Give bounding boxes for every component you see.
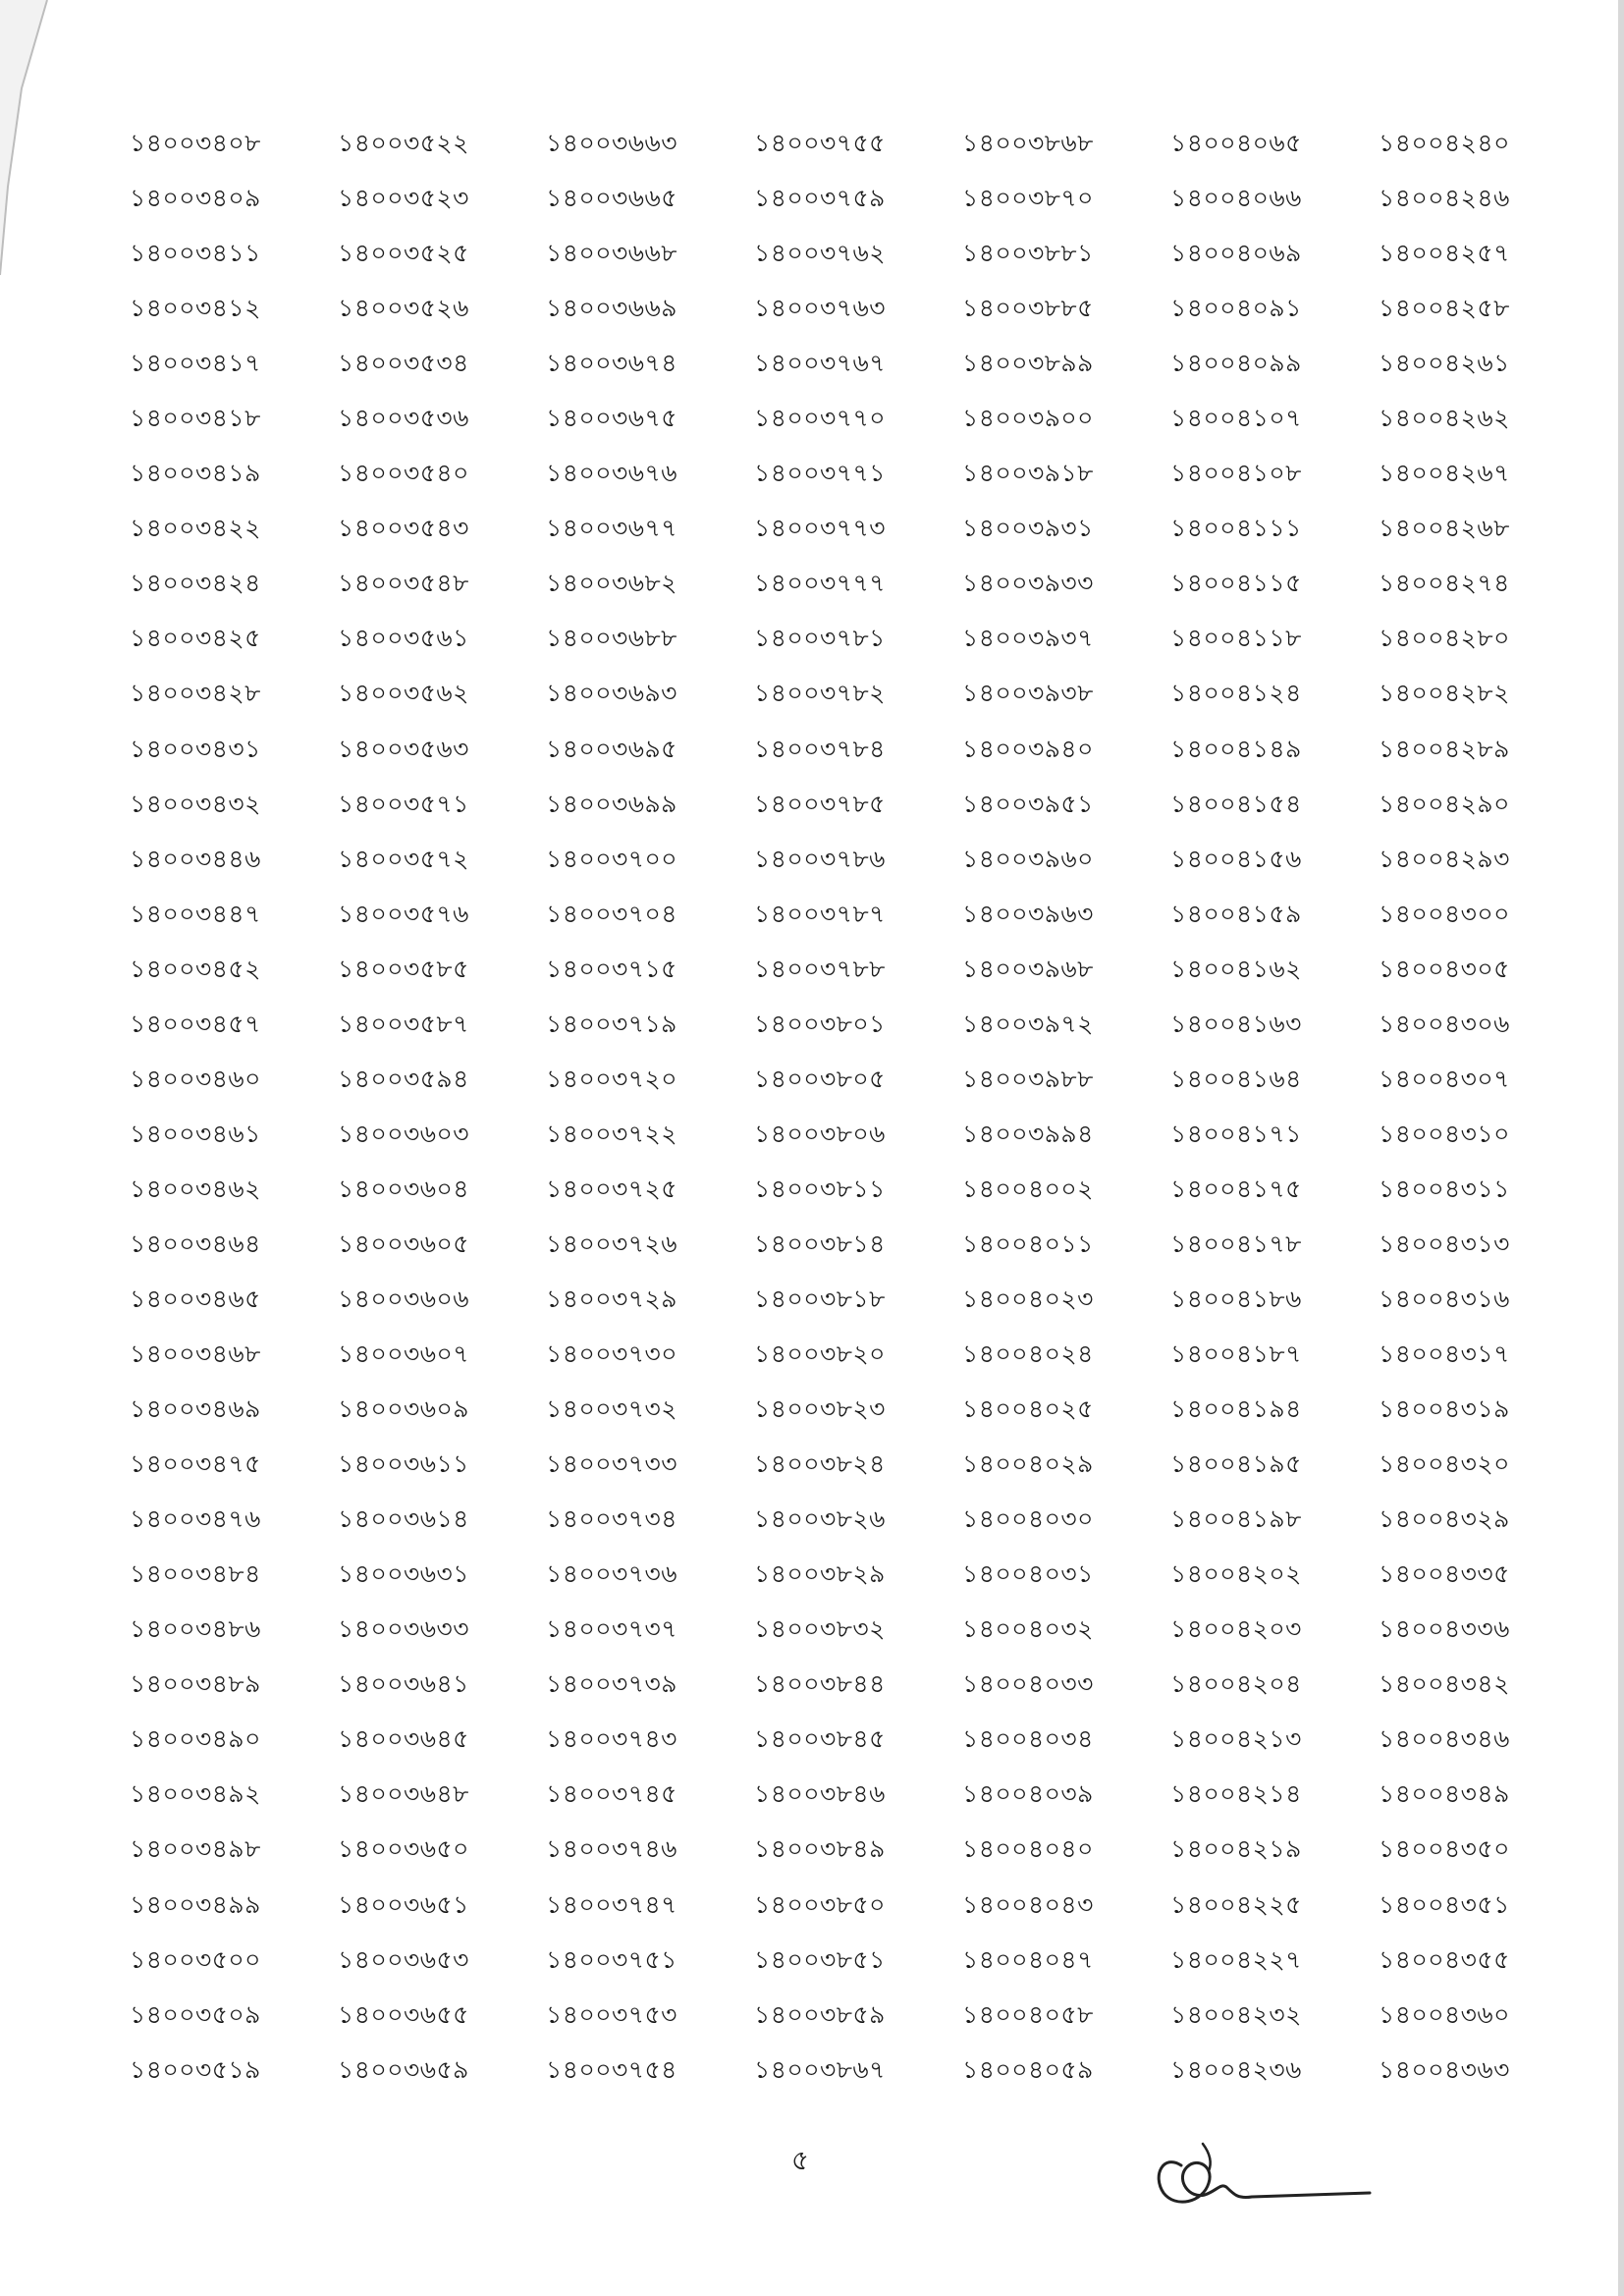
roll-number-cell: ১৪০০৩৪৯২	[130, 1779, 261, 1809]
roll-number-cell: ১৪০০৩৭৭১	[754, 459, 886, 488]
roll-number-cell: ১৪০০৪২৯৩	[1379, 844, 1510, 873]
roll-number-cell: ১৪০০৩৪৬৯	[130, 1394, 261, 1424]
roll-number-cell: ১৪০০৩৯৪০	[962, 734, 1094, 763]
roll-number-cell: ১৪০০৩৬৫০	[338, 1834, 469, 1864]
roll-number-cell: ১৪০০৪৩০৭	[1379, 1064, 1510, 1093]
roll-number-cell: ১৪০০৪১৬২	[1170, 954, 1302, 983]
roll-number-cell: ১৪০০৪০৩৪	[962, 1724, 1094, 1754]
roll-number-cell: ১৪০০৪৩১০	[1379, 1119, 1510, 1148]
roll-number-cell: ১৪০০৩৭৩৭	[546, 1614, 677, 1644]
roll-number-cell: ১৪০০৩৪৮৬	[130, 1614, 261, 1644]
roll-number-cell: ১৪০০৪১৮৬	[1170, 1284, 1302, 1313]
roll-number-cell: ১৪০০৪২৮২	[1379, 679, 1510, 708]
handwritten-signature	[1144, 2126, 1380, 2219]
roll-number-cell: ১৪০০৩৪৬২	[130, 1174, 261, 1203]
roll-number-cell: ১৪০০৪২৮৯	[1379, 734, 1510, 763]
roll-number-cell: ১৪০০৩৭৮৮	[754, 954, 886, 983]
roll-number-cell: ১৪০০৩৭৮১	[754, 624, 886, 653]
roll-number-cell: ১৪০০৩৭১৯	[546, 1009, 677, 1038]
roll-number-cell: ১৪০০৩৭৪৭	[546, 1889, 677, 1919]
roll-number-cell: ১৪০০৪১৯৮	[1170, 1504, 1302, 1534]
roll-number-cell: ১৪০০৩৭৭৭	[754, 569, 886, 598]
roll-number-cell: ১৪০০৩৪৮৯	[130, 1669, 261, 1699]
roll-number-cell: ১৪০০৩৮২৪	[754, 1449, 886, 1479]
roll-number-cell: ১৪০০৩৬৬৫	[546, 184, 677, 213]
roll-number-cell: ১৪০০৩৭০০	[546, 844, 677, 873]
roll-number-cell: ১৪০০৩৪৯৮	[130, 1834, 261, 1864]
roll-number-cell: ১৪০০৩৭৮২	[754, 679, 886, 708]
roll-number-cell: ১৪০০৪০৪০	[962, 1834, 1094, 1864]
roll-number-cell: ১৪০০৩৫৬৩	[338, 734, 469, 763]
roll-number-cell: ১৪০০৩৫৪০	[338, 459, 469, 488]
roll-number-cell: ১৪০০৩৮৬৮	[962, 129, 1094, 157]
roll-number-cell: ১৪০০৩৬৪১	[338, 1669, 469, 1699]
roll-number-cell: ১৪০০৩৯৬০	[962, 844, 1094, 873]
roll-number-cell: ১৪০০৩৬৮৮	[546, 624, 677, 653]
roll-number-cell: ১৪০০৪০২৯	[962, 1449, 1094, 1479]
roll-number-cell: ১৪০০৩৬১১	[338, 1449, 469, 1479]
roll-number-cell: ১৪০০৪১৫৪	[1170, 789, 1302, 818]
roll-number-cell: ১৪০০৩৮৮১	[962, 239, 1094, 268]
roll-number-cell: ১৪০০৪২৪০	[1379, 129, 1510, 157]
roll-number-cell: ১৪০০৩৭৭০	[754, 404, 886, 433]
roll-number-cell: ১৪০০৪৩৫৫	[1379, 1944, 1510, 1974]
roll-number-cell: ১৪০০৩৮৫১	[754, 1944, 886, 1974]
roll-number-cell: ১৪০০৪২০৪	[1170, 1669, 1302, 1699]
roll-number-cell: ১৪০০৩৬৭৬	[546, 459, 677, 488]
roll-number-cell: ১৪০০৩৮৪৬	[754, 1779, 886, 1809]
roll-number-cell: ১৪০০৩৮৬৭	[754, 2054, 886, 2084]
roll-number-cell: ১৪০০৪২৫৭	[1379, 239, 1510, 268]
roll-number-cell: ১৪০০৩৭৬৩	[754, 294, 886, 323]
roll-number-cell: ১৪০০৩৯৫১	[962, 789, 1094, 818]
roll-number-cell: ১৪০০৩৯৩১	[962, 514, 1094, 543]
roll-number-cell: ১৪০০৪২৬১	[1379, 349, 1510, 378]
roll-number-cell: ১৪০০৩৬০৯	[338, 1394, 469, 1424]
roll-number-cell: ১৪০০৩৮৪৯	[754, 1834, 886, 1864]
roll-number-cell: ১৪০০৩৭৩২	[546, 1394, 677, 1424]
roll-number-cell: ১৪০০৩৭৭৩	[754, 514, 886, 543]
roll-number-cell: ১৪০০৩৯৩৮	[962, 679, 1094, 708]
roll-number-cell: ১৪০০৪২৯০	[1379, 789, 1510, 818]
roll-number-cell: ১৪০০৩৯০০	[962, 404, 1094, 433]
roll-number-cell: ১৪০০৩৮১১	[754, 1174, 886, 1203]
roll-number-cell: ১৪০০৪৩৫১	[1379, 1889, 1510, 1919]
roll-number-cell: ১৪০০৩৭২৯	[546, 1284, 677, 1313]
roll-number-cell: ১৪০০৩৬৫৩	[338, 1944, 469, 1974]
roll-number-cell: ১৪০০৪১৬৪	[1170, 1064, 1302, 1093]
roll-number-cell: ১৪০০৪০৪৭	[962, 1944, 1094, 1974]
roll-number-cell: ১৪০০৪৩২০	[1379, 1449, 1510, 1479]
roll-number-cell: ১৪০০৩৪০৯	[130, 184, 261, 213]
roll-number-cell: ১৪০০৩৬৭৫	[546, 404, 677, 433]
roll-number-cell: ১৪০০৪০৯৯	[1170, 349, 1302, 378]
roll-number-cell: ১৪০০৩৫০০	[130, 1944, 261, 1974]
roll-number-cell: ১৪০০৩৬০৩	[338, 1119, 469, 1148]
roll-number-cell: ১৪০০৩৪৩২	[130, 789, 261, 818]
roll-number-cell: ১৪০০৩৫৮৭	[338, 1009, 469, 1038]
roll-number-cell: ১৪০০৩৬৩৩	[338, 1614, 469, 1644]
roll-number-cell: ১৪০০৩৮৪৪	[754, 1669, 886, 1699]
roll-number-cell: ১৪০০৩৪২৫	[130, 624, 261, 653]
roll-number-cell: ১৪০০৪৩১৯	[1379, 1394, 1510, 1424]
roll-number-cell: ১৪০০৪২২৭	[1170, 1944, 1302, 1974]
roll-number-cell: ১৪০০৪৩০৫	[1379, 954, 1510, 983]
roll-number-cell: ১৪০০৩৬৫৯	[338, 2054, 469, 2084]
roll-number-cell: ১৪০০৩৬৫১	[338, 1889, 469, 1919]
roll-number-cell: ১৪০০৩৭২০	[546, 1064, 677, 1093]
roll-number-cell: ১৪০০৩৫৭১	[338, 789, 469, 818]
roll-number-cell: ১৪০০৩৪৫৭	[130, 1009, 261, 1038]
roll-number-table	[130, 116, 1587, 2098]
roll-number-cell: ১৪০০৪২৭৪	[1379, 569, 1510, 598]
roll-number-cell: ১৪০০৪২১৩	[1170, 1724, 1302, 1754]
roll-number-cell: ১৪০০৪১৬৩	[1170, 1009, 1302, 1038]
roll-number-cell: ১৪০০৪০২৫	[962, 1394, 1094, 1424]
roll-number-cell: ১৪০০৩৪৭৬	[130, 1504, 261, 1534]
roll-number-cell: ১৪০০৪২০৩	[1170, 1614, 1302, 1644]
roll-number-cell: ১৪০০৩৪২২	[130, 514, 261, 543]
roll-number-cell: ১৪০০৩৮৫৯	[754, 1999, 886, 2029]
roll-number-cell: ১৪০০৩৭৬২	[754, 239, 886, 268]
roll-number-cell: ১৪০০৩৮২৯	[754, 1559, 886, 1589]
roll-number-cell: ১৪০০৩৫৮৫	[338, 954, 469, 983]
roll-number-cell: ১৪০০৩৫৩৬	[338, 404, 469, 433]
roll-number-cell: ১৪০০৪২৪৬	[1379, 184, 1510, 213]
roll-number-cell: ১৪০০৪২৮০	[1379, 624, 1510, 653]
scan-fold-shadow	[0, 0, 118, 295]
roll-number-cell: ১৪০০৩৫৬২	[338, 679, 469, 708]
roll-number-cell: ১৪০০৪০৩০	[962, 1504, 1094, 1534]
roll-number-cell: ১৪০০৩৮১৮	[754, 1284, 886, 1313]
roll-number-cell: ১৪০০৩৫২৫	[338, 239, 469, 268]
roll-number-cell: ১৪০০৩৭৪৫	[546, 1779, 677, 1809]
roll-number-cell: ১৪০০৩৮৩২	[754, 1614, 886, 1644]
roll-number-cell: ১৪০০৩৭২৬	[546, 1229, 677, 1258]
roll-number-cell: ১৪০০৪০৬৬	[1170, 184, 1302, 213]
roll-number-cell: ১৪০০৪০০২	[962, 1174, 1094, 1203]
roll-number-cell: ১৪০০৪০৩২	[962, 1614, 1094, 1644]
roll-number-cell: ১৪০০৩৭৩৪	[546, 1504, 677, 1534]
roll-number-cell: ১৪০০৩৭৩৬	[546, 1559, 677, 1589]
roll-number-cell: ১৪০০৪৩১৭	[1379, 1339, 1510, 1369]
roll-number-cell: ১৪০০৩৮০১	[754, 1009, 886, 1038]
roll-number-cell: ১৪০০৩৪১১	[130, 239, 261, 268]
roll-number-cell: ১৪০০৩৭৪৩	[546, 1724, 677, 1754]
page-number: ৫	[790, 2144, 810, 2176]
roll-number-cell: ১৪০০৩৭৫৪	[546, 2054, 677, 2084]
roll-number-cell: ১৪০০৪১৪৯	[1170, 734, 1302, 763]
roll-number-cell: ১৪০০৩৮১৪	[754, 1229, 886, 1258]
roll-number-cell: ১৪০০৩৪৪৭	[130, 899, 261, 928]
roll-number-cell: ১৪০০৩৯৬৮	[962, 954, 1094, 983]
roll-number-cell: ১৪০০৪৩৪২	[1379, 1669, 1510, 1699]
roll-number-cell: ১৪০০৪১৯৪	[1170, 1394, 1302, 1424]
roll-number-cell: ১৪০০৪০২৪	[962, 1339, 1094, 1369]
roll-number-cell: ১৪০০৩৪১৯	[130, 459, 261, 488]
roll-number-cell: ১৪০০৩৪০৮	[130, 129, 261, 157]
roll-number-cell: ১৪০০৪২৩২	[1170, 1999, 1302, 2029]
roll-number-cell: ১৪০০৪০৩৯	[962, 1779, 1094, 1809]
roll-number-cell: ১৪০০৪১৭১	[1170, 1119, 1302, 1148]
roll-number-cell: ১৪০০৩৮০৫	[754, 1064, 886, 1093]
roll-number-cell: ১৪০০৩৭৩৩	[546, 1449, 677, 1479]
roll-number-cell: ১৪০০৪১১৫	[1170, 569, 1302, 598]
roll-number-cell: ১৪০০৩৯৮৮	[962, 1064, 1094, 1093]
roll-number-cell: ১৪০০৩৭৮৭	[754, 899, 886, 928]
roll-number-cell: ১৪০০৩৬৮২	[546, 569, 677, 598]
roll-number-cell: ১৪০০৩৯৭২	[962, 1009, 1094, 1038]
roll-number-cell: ১৪০০৩৭৮৬	[754, 844, 886, 873]
roll-number-cell: ১৪০০৩৬৬৩	[546, 129, 677, 157]
roll-number-cell: ১৪০০৪১৭৮	[1170, 1229, 1302, 1258]
roll-number-cell: ১৪০০৩৪৭৫	[130, 1449, 261, 1479]
roll-number-cell: ১৪০০৪০৪৩	[962, 1889, 1094, 1919]
roll-number-cell: ১৪০০৩৯৩৭	[962, 624, 1094, 653]
roll-number-cell: ১৪০০৩৪৪৬	[130, 844, 261, 873]
roll-number-cell: ১৪০০৪৩১৬	[1379, 1284, 1510, 1313]
roll-number-cell: ১৪০০৩৫৩৪	[338, 349, 469, 378]
roll-number-cell: ১৪০০৪২৬৮	[1379, 514, 1510, 543]
roll-number-cell: ১৪০০৩৪১৮	[130, 404, 261, 433]
roll-number-cell: ১৪০০৪২৫৮	[1379, 294, 1510, 323]
roll-number-cell: ১৪০০৩৪৩১	[130, 734, 261, 763]
roll-number-cell: ১৪০০৪০৩৩	[962, 1669, 1094, 1699]
roll-number-cell: ১৪০০৪৩৩৬	[1379, 1614, 1510, 1644]
roll-number-cell: ১৪০০৩৫২২	[338, 129, 469, 157]
roll-number-cell: ১৪০০৩৪৮৪	[130, 1559, 261, 1589]
roll-number-cell: ১৪০০৩৮৫০	[754, 1889, 886, 1919]
roll-number-cell: ১৪০০৪৩৬৩	[1379, 2054, 1510, 2084]
roll-number-cell: ১৪০০৪২৬৭	[1379, 459, 1510, 488]
roll-number-cell: ১৪০০৪১৫৯	[1170, 899, 1302, 928]
roll-number-cell: ১৪০০৩৪৫২	[130, 954, 261, 983]
roll-number-cell: ১৪০০৪৩১৩	[1379, 1229, 1510, 1258]
roll-number-cell: ১৪০০৪১১৮	[1170, 624, 1302, 653]
roll-number-cell: ১৪০০৩৭৪৬	[546, 1834, 677, 1864]
roll-number-cell: ১৪০০৪২২৫	[1170, 1889, 1302, 1919]
roll-number-cell: ১৪০০৪০৫৯	[962, 2054, 1094, 2084]
roll-number-cell: ১৪০০৩৫২৩	[338, 184, 469, 213]
roll-number-cell: ১৪০০৩৪৯০	[130, 1724, 261, 1754]
roll-number-cell: ১৪০০৩৫৭২	[338, 844, 469, 873]
scan-right-border	[1618, 0, 1624, 2296]
roll-number-cell: ১৪০০৪২১৯	[1170, 1834, 1302, 1864]
roll-number-cell: ১৪০০৩৫৬১	[338, 624, 469, 653]
roll-number-cell: ১৪০০৩৭৫৫	[754, 129, 886, 157]
roll-number-cell: ১৪০০৪২০২	[1170, 1559, 1302, 1589]
roll-number-cell: ১৪০০৩৬৭৪	[546, 349, 677, 378]
roll-number-cell: ১৪০০৪০৬৯	[1170, 239, 1302, 268]
roll-number-cell: ১৪০০৩৯৩৩	[962, 569, 1094, 598]
roll-number-cell: ১৪০০৩৫২৬	[338, 294, 469, 323]
roll-number-cell: ১৪০০৩৬০৫	[338, 1229, 469, 1258]
roll-number-cell: ১৪০০৩৫৯৪	[338, 1064, 469, 1093]
roll-number-cell: ১৪০০৪২৬২	[1379, 404, 1510, 433]
roll-number-cell: ১৪০০৪৩০০	[1379, 899, 1510, 928]
roll-number-cell: ১৪০০৩৪১৭	[130, 349, 261, 378]
roll-number-cell: ১৪০০৩৬৬৯	[546, 294, 677, 323]
roll-number-cell: ১৪০০৪৩৩৫	[1379, 1559, 1510, 1589]
roll-number-cell: ১৪০০৩৯৯৪	[962, 1119, 1094, 1148]
roll-number-cell: ১৪০০৪১৮৭	[1170, 1339, 1302, 1369]
roll-number-cell: ১৪০০৩৭৫৯	[754, 184, 886, 213]
roll-number-cell: ১৪০০৩৪২৮	[130, 679, 261, 708]
roll-number-cell: ১৪০০৩৪৬৮	[130, 1339, 261, 1369]
roll-number-cell: ১৪০০৩৬৯৩	[546, 679, 677, 708]
roll-number-cell: ১৪০০৩৮৯৯	[962, 349, 1094, 378]
roll-number-cell: ১৪০০৪৩১১	[1379, 1174, 1510, 1203]
roll-number-cell: ১৪০০৩৪৬৪	[130, 1229, 261, 1258]
roll-number-cell: ১৪০০৪৩৬০	[1379, 1999, 1510, 2029]
roll-number-cell: ১৪০০৩৮০৬	[754, 1119, 886, 1148]
roll-number-cell: ১৪০০৩৬৪৮	[338, 1779, 469, 1809]
roll-number-cell: ১৪০০৪১০৭	[1170, 404, 1302, 433]
roll-number-cell: ১৪০০৩৭২৫	[546, 1174, 677, 1203]
roll-number-cell: ১৪০০৩৮২০	[754, 1339, 886, 1369]
roll-number-cell: ১৪০০৩৭৩০	[546, 1339, 677, 1369]
roll-number-cell: ১৪০০৩৮৭০	[962, 184, 1094, 213]
roll-number-cell: ১৪০০৪৩৫০	[1379, 1834, 1510, 1864]
roll-number-cell: ১৪০০৩৭৮৫	[754, 789, 886, 818]
roll-number-cell: ১৪০০৪০৯১	[1170, 294, 1302, 323]
roll-number-cell: ১৪০০৩৪৯৯	[130, 1889, 261, 1919]
roll-number-cell: ১৪০০৩৭৫৩	[546, 1999, 677, 2029]
roll-number-cell: ১৪০০৪০২৩	[962, 1284, 1094, 1313]
roll-number-cell: ১৪০০৪৩০৬	[1379, 1009, 1510, 1038]
roll-number-cell: ১৪০০৪১৫৬	[1170, 844, 1302, 873]
roll-number-cell: ১৪০০৩৬০৪	[338, 1174, 469, 1203]
roll-number-cell: ১৪০০৩৪৬১	[130, 1119, 261, 1148]
roll-number-cell: ১৪০০৪১২৪	[1170, 679, 1302, 708]
roll-number-cell: ১৪০০৩৯৬৩	[962, 899, 1094, 928]
roll-number-cell: ১৪০০৩৮২৬	[754, 1504, 886, 1534]
roll-number-cell: ১৪০০৪১৭৫	[1170, 1174, 1302, 1203]
roll-number-cell: ১৪০০৪১৯৫	[1170, 1449, 1302, 1479]
roll-number-cell: ১৪০০৩৬৯৯	[546, 789, 677, 818]
roll-number-cell: ১৪০০৩৪২৪	[130, 569, 261, 598]
roll-number-cell: ১৪০০৩৪৬০	[130, 1064, 261, 1093]
roll-number-cell: ১৪০০৩৬৫৫	[338, 1999, 469, 2029]
roll-number-cell: ১৪০০৪৩২৯	[1379, 1504, 1510, 1534]
roll-number-cell: ১৪০০৩৭০৪	[546, 899, 677, 928]
roll-number-cell: ১৪০০৩৬৯৫	[546, 734, 677, 763]
roll-number-cell: ১৪০০৩৮৮৫	[962, 294, 1094, 323]
roll-number-cell: ১৪০০৪১১১	[1170, 514, 1302, 543]
roll-number-cell: ১৪০০৩৫০৯	[130, 1999, 261, 2029]
roll-number-cell: ১৪০০৩৬৩১	[338, 1559, 469, 1589]
roll-number-cell: ১৪০০৪০৩১	[962, 1559, 1094, 1589]
roll-number-cell: ১৪০০৪৩৪৬	[1379, 1724, 1510, 1754]
roll-number-cell: ১৪০০৩৭৬৭	[754, 349, 886, 378]
roll-number-cell: ১৪০০৪০৬৫	[1170, 129, 1302, 157]
roll-number-cell: ১৪০০৩৮৪৫	[754, 1724, 886, 1754]
roll-number-cell: ১৪০০৪১০৮	[1170, 459, 1302, 488]
roll-number-cell: ১৪০০৩৬০৬	[338, 1284, 469, 1313]
roll-number-cell: ১৪০০৪৩৪৯	[1379, 1779, 1510, 1809]
roll-number-cell: ১৪০০৩৭২২	[546, 1119, 677, 1148]
roll-number-cell: ১৪০০৩৭১৫	[546, 954, 677, 983]
roll-number-cell: ১৪০০৩৬০৭	[338, 1339, 469, 1369]
roll-number-cell: ১৪০০৩৪৬৫	[130, 1284, 261, 1313]
roll-number-cell: ১৪০০৩৬৪৫	[338, 1724, 469, 1754]
roll-number-cell: ১৪০০৩৯১৮	[962, 459, 1094, 488]
roll-number-cell: ১৪০০৩৫৪৮	[338, 569, 469, 598]
roll-number-cell: ১৪০০৪২৩৬	[1170, 2054, 1302, 2084]
roll-number-cell: ১৪০০৩৫১৯	[130, 2054, 261, 2084]
roll-number-cell: ১৪০০৪২১৪	[1170, 1779, 1302, 1809]
roll-number-cell: ১৪০০৩৫৪৩	[338, 514, 469, 543]
roll-number-cell: ১৪০০৩৮২৩	[754, 1394, 886, 1424]
roll-number-cell: ১৪০০৩৪১২	[130, 294, 261, 323]
roll-number-cell: ১৪০০৩৫৭৬	[338, 899, 469, 928]
roll-number-cell: ১৪০০৩৭৮৪	[754, 734, 886, 763]
roll-number-cell: ১৪০০৩৬১৪	[338, 1504, 469, 1534]
roll-number-cell: ১৪০০৩৭৫১	[546, 1944, 677, 1974]
roll-number-cell: ১৪০০৪০১১	[962, 1229, 1094, 1258]
roll-number-cell: ১৪০০৩৬৭৭	[546, 514, 677, 543]
roll-number-cell: ১৪০০৩৭৩৯	[546, 1669, 677, 1699]
roll-number-cell: ১৪০০৪০৫৮	[962, 1999, 1094, 2029]
roll-number-cell: ১৪০০৩৬৬৮	[546, 239, 677, 268]
